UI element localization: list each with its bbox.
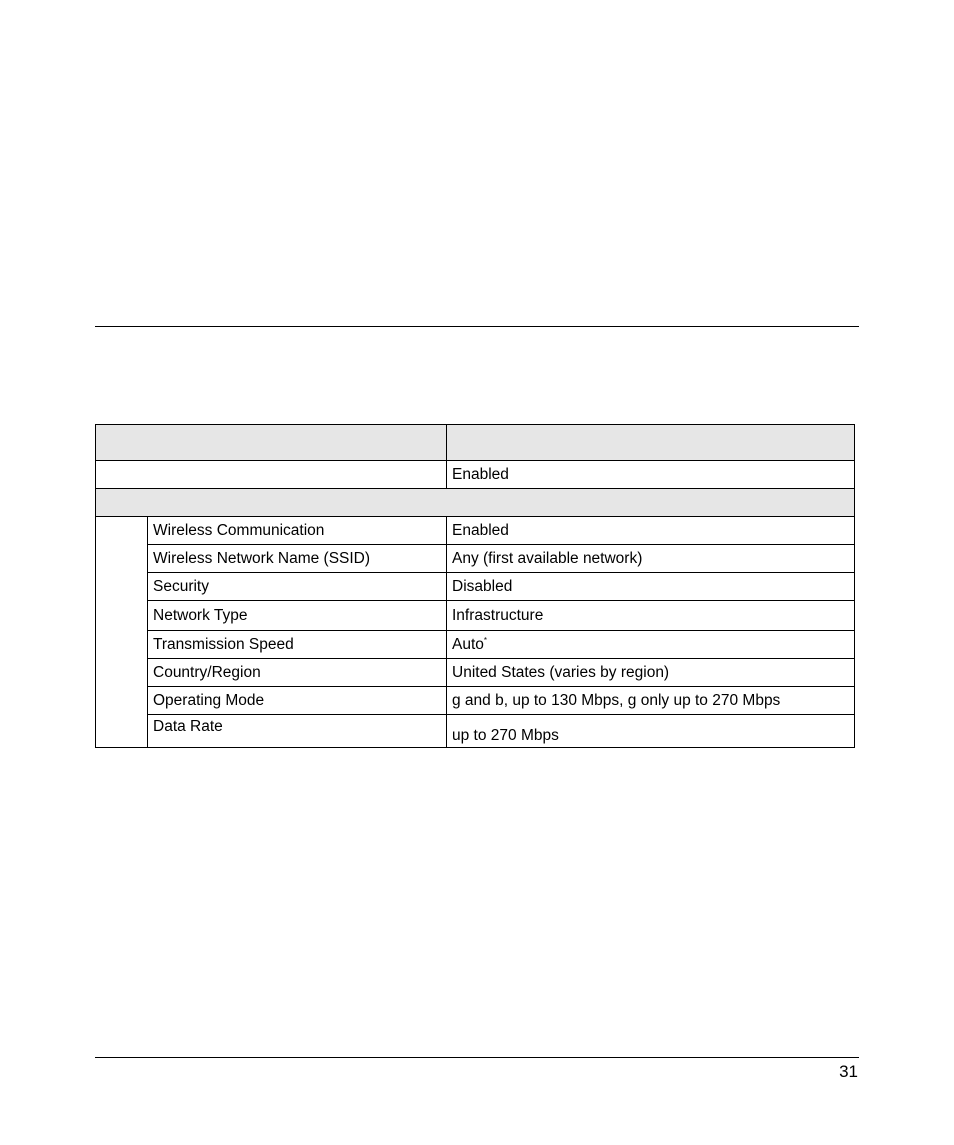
row-label: Country/Region (148, 659, 447, 687)
table-row (96, 517, 855, 545)
footer-rule (95, 1057, 859, 1058)
row-value: up to 270 Mbps (447, 715, 855, 748)
row-label: Network Type (148, 601, 447, 631)
table-row (96, 545, 855, 573)
table-row (96, 631, 855, 659)
table-row (96, 687, 855, 715)
table-row (96, 573, 855, 601)
row-value: g and b, up to 130 Mbps, g only up to 270 Mbps (447, 687, 855, 715)
table-row (96, 601, 855, 631)
header-rule (95, 326, 859, 327)
row-label: Security (148, 573, 447, 601)
row-value: Auto (452, 635, 484, 653)
table-row (96, 715, 855, 748)
row-label: Transmission Speed (148, 631, 447, 659)
header-cell-feature (96, 425, 447, 461)
page-number: 31 (839, 1062, 858, 1081)
table-row (96, 659, 855, 687)
row-label: Operating Mode (148, 687, 447, 715)
row-value: Enabled (447, 461, 855, 489)
row-value: United States (varies by region) (447, 659, 855, 687)
header-cell-default (447, 425, 855, 461)
footnote-marker: * (483, 635, 488, 645)
row-value: Infrastructure (447, 601, 855, 631)
table-row (96, 461, 855, 489)
row-value: Any (first available network) (447, 545, 855, 573)
section-header-row (96, 489, 855, 517)
default-settings-table (95, 424, 855, 748)
row-value-cell (447, 631, 855, 659)
row-label: Wireless Network Name (SSID) (148, 545, 447, 573)
row-value: Disabled (447, 573, 855, 601)
row-label: Wireless Communication (148, 517, 447, 545)
row-label: Data Rate (148, 715, 447, 748)
row-label-cell (96, 461, 447, 489)
section-header-cell (96, 489, 855, 517)
section-indent-cell (96, 517, 148, 748)
row-value: Enabled (447, 517, 855, 545)
table-header-row (96, 425, 855, 461)
